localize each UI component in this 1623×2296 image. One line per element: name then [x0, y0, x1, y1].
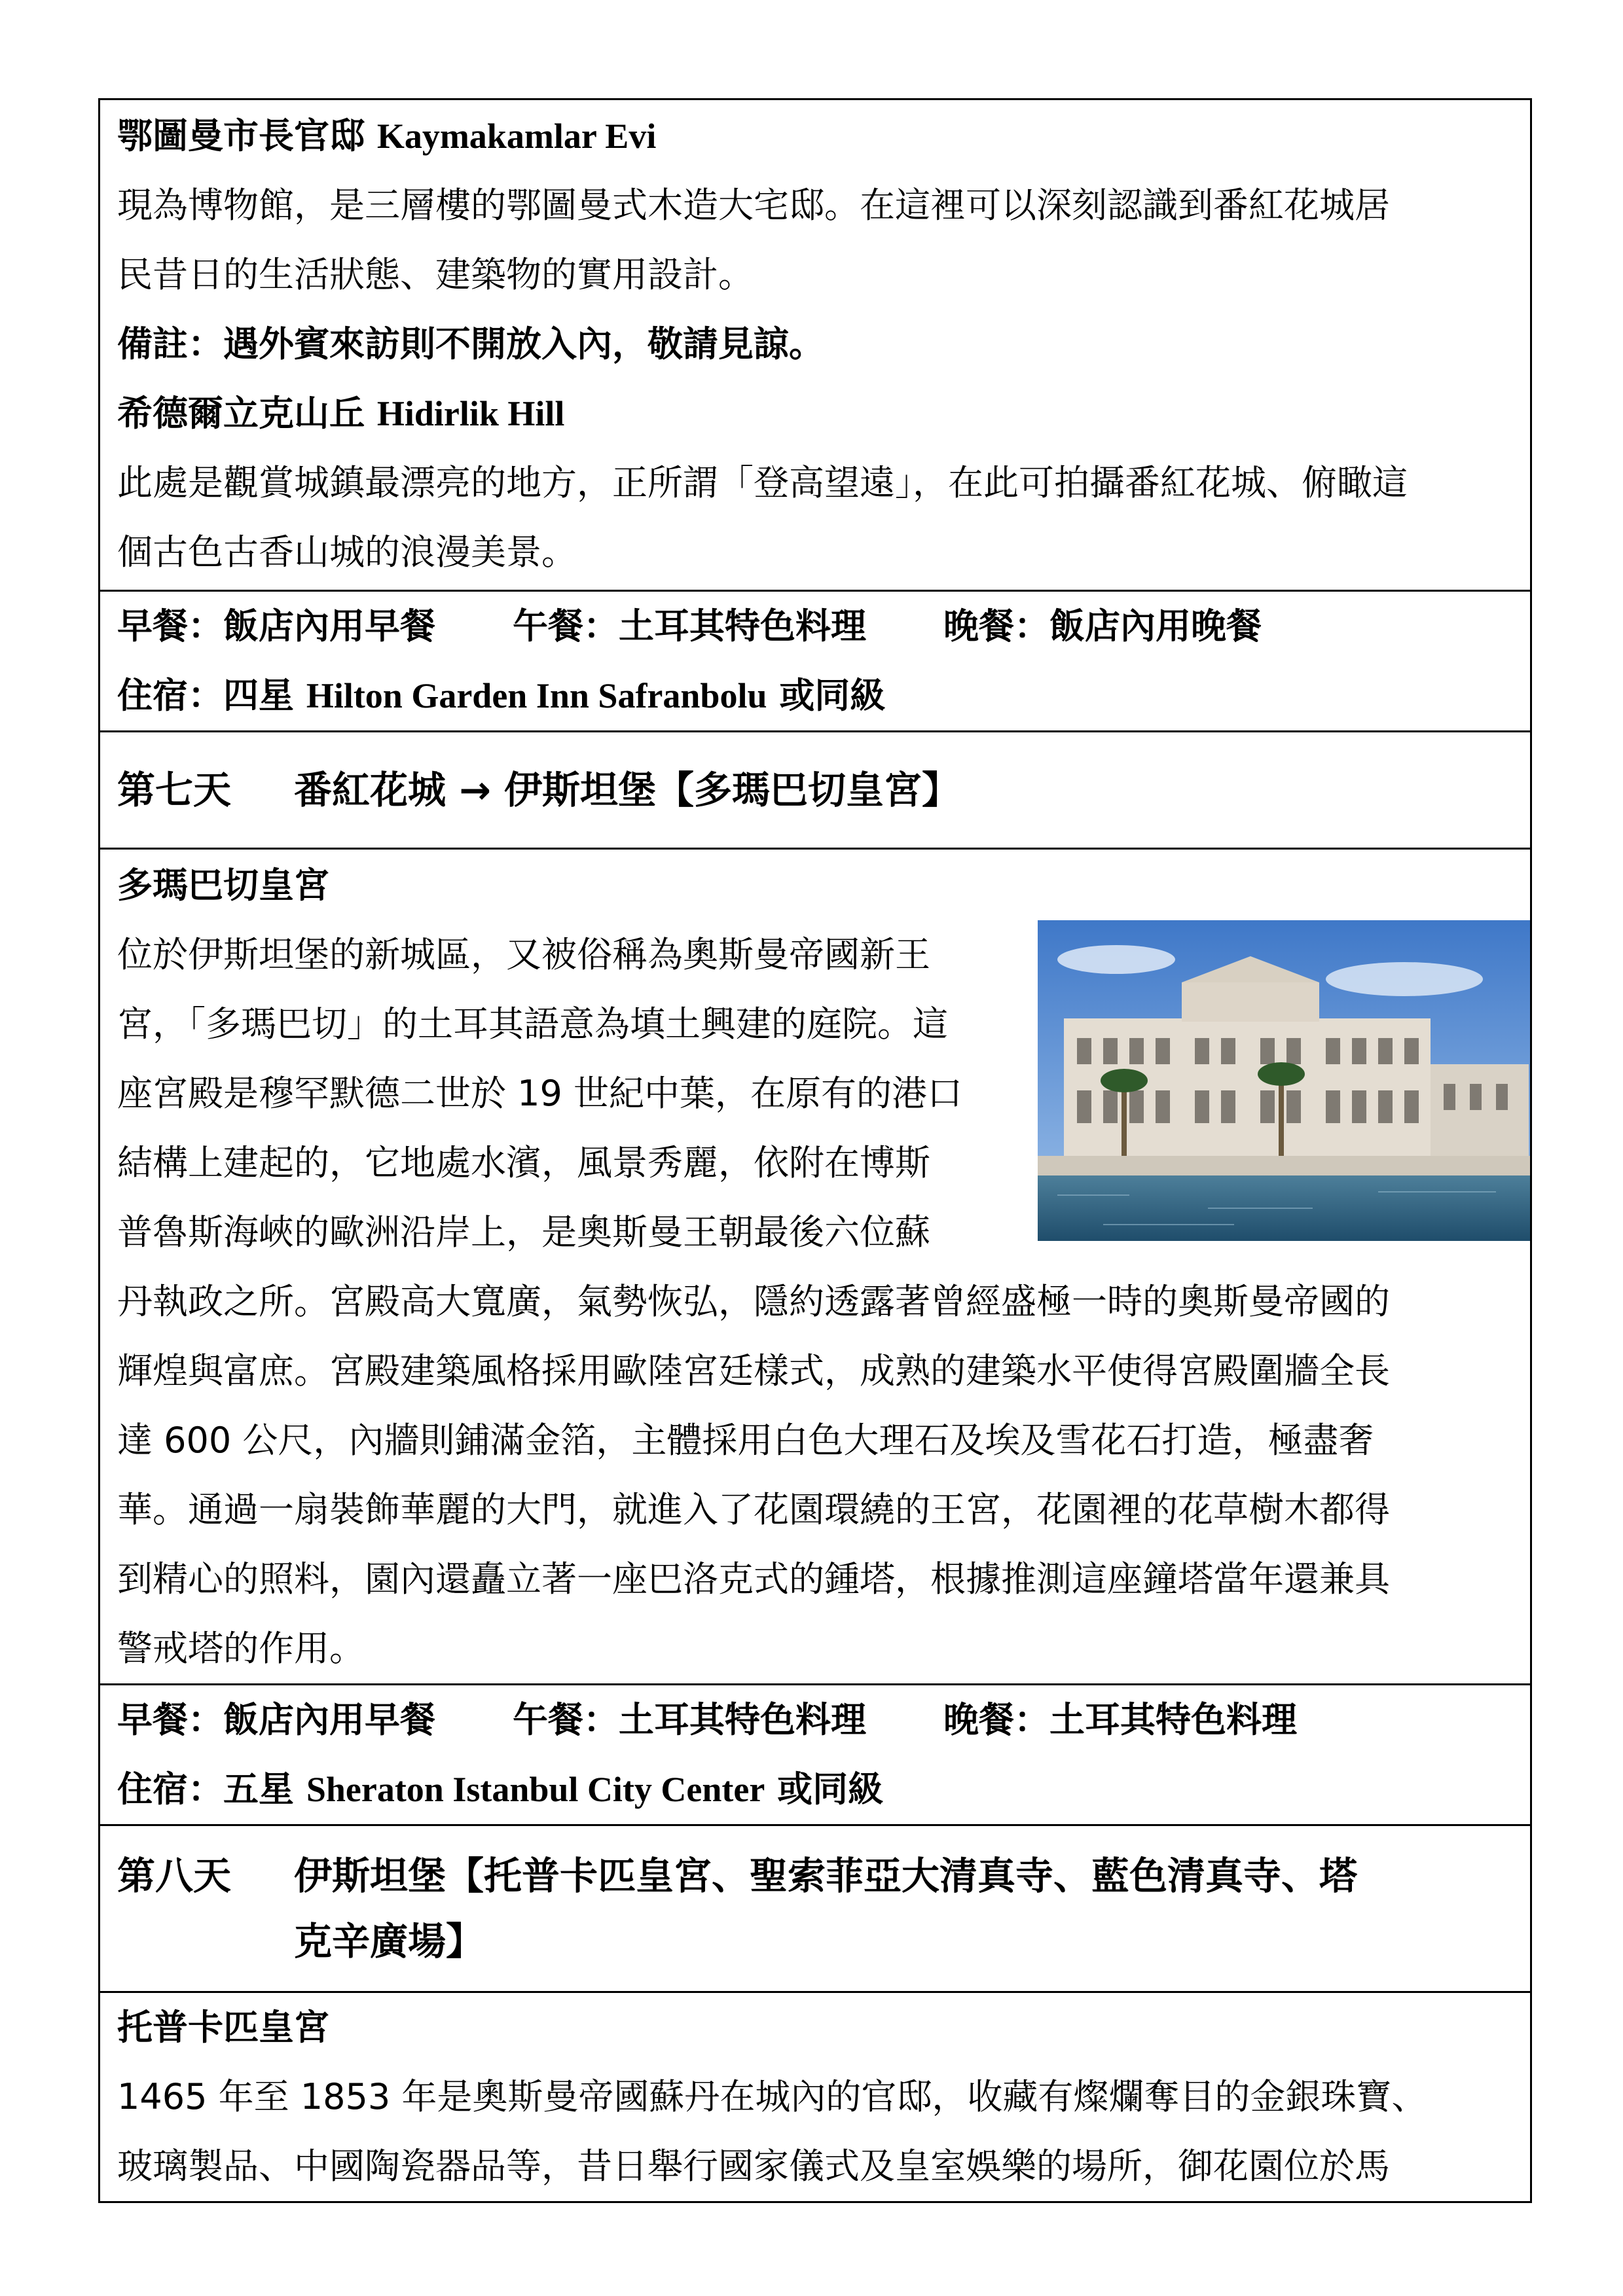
day7-hotel-suffix: 或同級 [777, 1768, 884, 1810]
day7-hotel-prefix: 住宿：五星 [117, 1768, 294, 1810]
day6-hotel-name: Hilton Garden Inn Safranbolu [306, 676, 767, 715]
day6-hotel-prefix: 住宿：四星 [117, 675, 294, 716]
dolmabahce-line-3: 座宮殿是穆罕默德二世於 19 世紀中葉，在原有的港口 [117, 1073, 963, 1114]
topkapi-section [100, 1991, 1530, 2201]
day6-attractions-section [100, 100, 1530, 590]
hidirlik-desc-2: 個古色古香山城的浪漫美景。 [117, 531, 577, 573]
dolmabahce-line-9: 華。通過一扇裝飾華麗的大門，就進入了花園環繞的王宮，花園裡的花草樹木都得 [117, 1489, 1390, 1530]
topkapi-title: 托普卡匹皇宮 [117, 2007, 329, 2048]
day7-header-section [100, 730, 1530, 848]
kaymakamlar-desc-2: 民昔日的生活狀態、建築物的實用設計。 [117, 254, 754, 295]
hidirlik-title-en: Hidirlik Hill [376, 394, 565, 433]
itinerary-table [98, 98, 1532, 2203]
day6-dinner: 晚餐：飯店內用晚餐 [943, 605, 1262, 647]
day8-header-section [100, 1824, 1530, 1991]
dolmabahce-line-6: 丹執政之所。宮殿高大寬廣，氣勢恢弘，隱約透露著曾經盛極一時的奧斯曼帝國的 [117, 1281, 1390, 1322]
topkapi-desc-2: 玻璃製品、中國陶瓷器品等，昔日舉行國家儀式及皇室娛樂的場所，御花園位於馬 [117, 2145, 1390, 2187]
kaymakamlar-title-zh: 鄂圖曼市長官邸 [117, 115, 365, 156]
day6-hotel-suffix: 或同級 [779, 675, 886, 716]
day7-meals-row [117, 1685, 1513, 1755]
day7-heading [117, 732, 1513, 848]
day6-breakfast: 早餐：飯店內用早餐 [117, 605, 435, 647]
day8-heading [117, 1843, 1513, 1909]
kaymakamlar-title [117, 101, 1513, 171]
day8-route-2: 克辛廣場】 [294, 1919, 484, 1964]
dolmabahce-section [100, 848, 1530, 1683]
topkapi-desc-1: 1465 年至 1853 年是奧斯曼帝國蘇丹在城內的官邸，收藏有燦爛奪目的金銀珠寶、 [117, 2076, 1427, 2117]
day7-meals-section [100, 1683, 1530, 1824]
dolmabahce-line-10: 到精心的照料，園內還矗立著一座巴洛克式的鍾塔，根據推測這座鐘塔當年還兼具 [117, 1558, 1390, 1600]
dolmabahce-title: 多瑪巴切皇宮 [117, 865, 329, 906]
day6-meals-row [117, 592, 1513, 661]
hidirlik-title-zh: 希德爾立克山丘 [117, 393, 365, 434]
itinerary-page [98, 98, 1532, 2203]
day7-dinner: 晚餐：土耳其特色料理 [943, 1699, 1297, 1740]
day6-lunch: 午餐：土耳其特色料理 [513, 605, 866, 647]
kaymakamlar-desc-1: 現為博物館，是三層樓的鄂圖曼式木造大宅邸。在這裡可以深刻認識到番紅花城居 [117, 185, 1390, 226]
dolmabahce-line-2: 宮，「多瑪巴切」的土耳其語意為填土興建的庭院。這 [117, 1003, 948, 1045]
dolmabahce-line-8: 達 600 公尺，內牆則鋪滿金箔，主體採用白色大理石及埃及雪花石打造，極盡奢 [117, 1420, 1374, 1461]
day7-breakfast: 早餐：飯店內用早餐 [117, 1699, 435, 1740]
day8-route-1: 伊斯坦堡【托普卡匹皇宮、聖索菲亞大清真寺、藍色清真寺、塔 [294, 1854, 1358, 1898]
dolmabahce-line-7: 輝煌與富庶。宮殿建築風格採用歐陸宮廷樣式，成熟的建築水平使得宮殿圍牆全長 [117, 1350, 1390, 1391]
day8-label: 第八天 [117, 1854, 232, 1898]
hidirlik-desc-1: 此處是觀賞城鎮最漂亮的地方，正所謂「登高望遠」，在此可拍攝番紅花城、俯瞰這 [117, 462, 1408, 503]
dolmabahce-line-5: 普魯斯海峽的歐洲沿岸上，是奧斯曼王朝最後六位蘇 [117, 1211, 930, 1253]
dolmabahce-line-11: 警戒塔的作用。 [117, 1628, 365, 1669]
dolmabahce-line-1: 位於伊斯坦堡的新城區，又被俗稱為奧斯曼帝國新王 [117, 934, 930, 975]
day7-route: 番紅花城 → 伊斯坦堡【多瑪巴切皇宮】 [294, 768, 960, 812]
day6-hotel-row [117, 661, 1513, 730]
palace-photo-icon [1038, 920, 1530, 1241]
hidirlik-title [117, 379, 1513, 448]
day7-lunch: 午餐：土耳其特色料理 [513, 1699, 866, 1740]
day7-hotel-row [117, 1755, 1513, 1824]
day7-label: 第七天 [117, 768, 232, 812]
kaymakamlar-note: 備註：遇外賓來訪則不開放入內，敬請見諒。 [117, 323, 824, 365]
day6-meals-section [100, 590, 1530, 730]
day7-hotel-name: Sheraton Istanbul City Center [306, 1770, 765, 1809]
kaymakamlar-title-en: Kaymakamlar Evi [376, 117, 657, 156]
palace-photo [1038, 920, 1530, 1241]
dolmabahce-line-4: 結構上建起的，它地處水濱，風景秀麗，依附在博斯 [117, 1142, 930, 1183]
